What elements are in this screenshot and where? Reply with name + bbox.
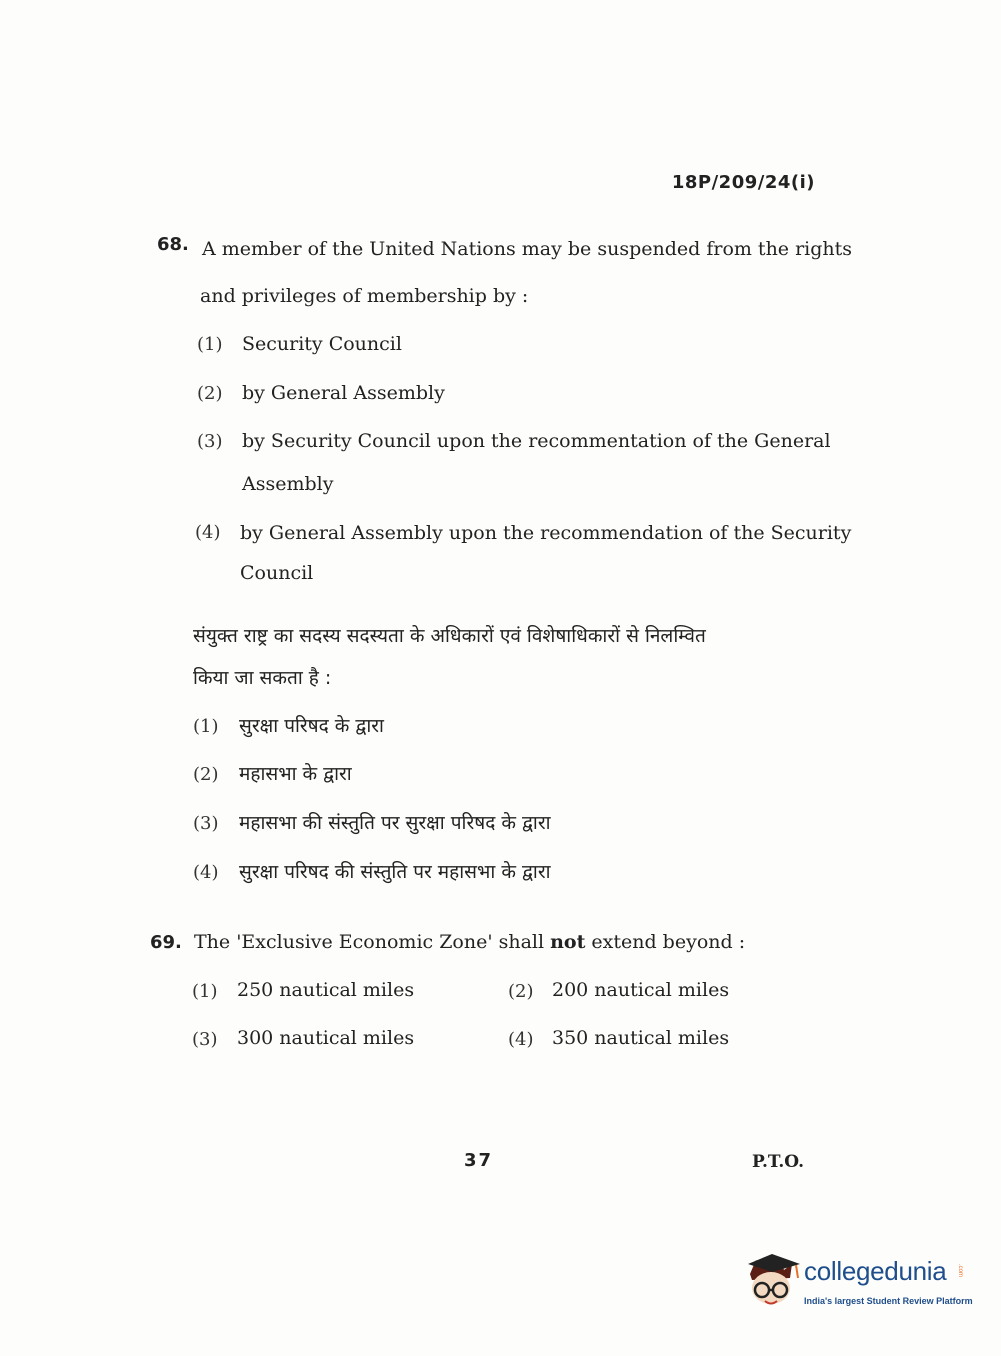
pto-label: P.T.O. [752, 1152, 804, 1172]
q68-hindi-option-4-text: सुरक्षा परिषद की संस्तुति पर महासभा के द्वारा [239, 861, 551, 883]
page-number: 37 [464, 1150, 494, 1171]
q68-hindi-option-1-number: (1) [193, 716, 219, 737]
q68-option-3-text-line2: Assembly [242, 473, 334, 495]
q68-option-3-number: (3) [197, 431, 223, 452]
question-68-text-line2: and privileges of membership by : [200, 285, 529, 307]
q69-option-2-text: 200 nautical miles [552, 979, 730, 1001]
q68-option-4-text-line1: by General Assembly upon the recommendation of the Security [240, 522, 852, 544]
q68-hindi-option-3-text: महासभा की संस्तुति पर सुरक्षा परिषद के द्वारा [239, 812, 551, 834]
question-68-number: 68. [157, 234, 189, 255]
q68-option-2-text: by General Assembly [242, 382, 445, 404]
question-68-hindi-line1: संयुक्त राष्ट्र का सदस्य सदस्यता के अधिकारों एवं विशेषाधिकारों से निलम्वित [193, 625, 706, 647]
q69-option-2-number: (2) [508, 981, 534, 1002]
q69-option-4-number: (4) [508, 1029, 534, 1050]
mascot-icon [742, 1250, 802, 1320]
question-69-text-before: The 'Exclusive Economic Zone' shall [194, 931, 551, 953]
q69-option-3-text: 300 nautical miles [237, 1027, 415, 1049]
logo-com-text: .com [957, 1264, 963, 1278]
q69-option-1-number: (1) [192, 981, 218, 1002]
q68-hindi-option-2-number: (2) [193, 764, 219, 785]
collegedunia-logo [742, 1250, 972, 1320]
q68-option-4-text-line2: Council [240, 562, 314, 584]
q68-option-3-text-line1: by Security Council upon the recommentation of the General [242, 430, 831, 452]
paper-code: 18P/209/24(i) [671, 172, 815, 193]
question-69-text [194, 931, 745, 953]
q68-hindi-option-2-text: महासभा के द्वारा [239, 763, 352, 785]
q68-option-4-number: (4) [195, 522, 221, 543]
logo-tagline: India's largest Student Review Platform [804, 1296, 973, 1306]
logo-brand-text: collegedunia [804, 1256, 947, 1286]
q68-hindi-option-3-number: (3) [193, 813, 219, 834]
q69-option-1-text: 250 nautical miles [237, 979, 415, 1001]
q68-hindi-option-1-text: सुरक्षा परिषद के द्वारा [239, 715, 384, 737]
q69-option-4-text: 350 nautical miles [552, 1027, 730, 1049]
question-68-hindi-line2: किया जा सकता है : [193, 667, 332, 689]
q69-option-3-number: (3) [192, 1029, 218, 1050]
q68-option-1-number: (1) [197, 334, 223, 355]
question-68-text-line1: A member of the United Nations may be suspended from the rights [202, 238, 853, 260]
question-69-number: 69. [150, 932, 182, 953]
q68-option-1-text: Security Council [242, 333, 402, 355]
q68-hindi-option-4-number: (4) [193, 862, 219, 883]
question-69-text-after: extend beyond : [585, 931, 746, 953]
q68-option-2-number: (2) [197, 383, 223, 404]
question-69-text-bold: not [550, 931, 586, 953]
